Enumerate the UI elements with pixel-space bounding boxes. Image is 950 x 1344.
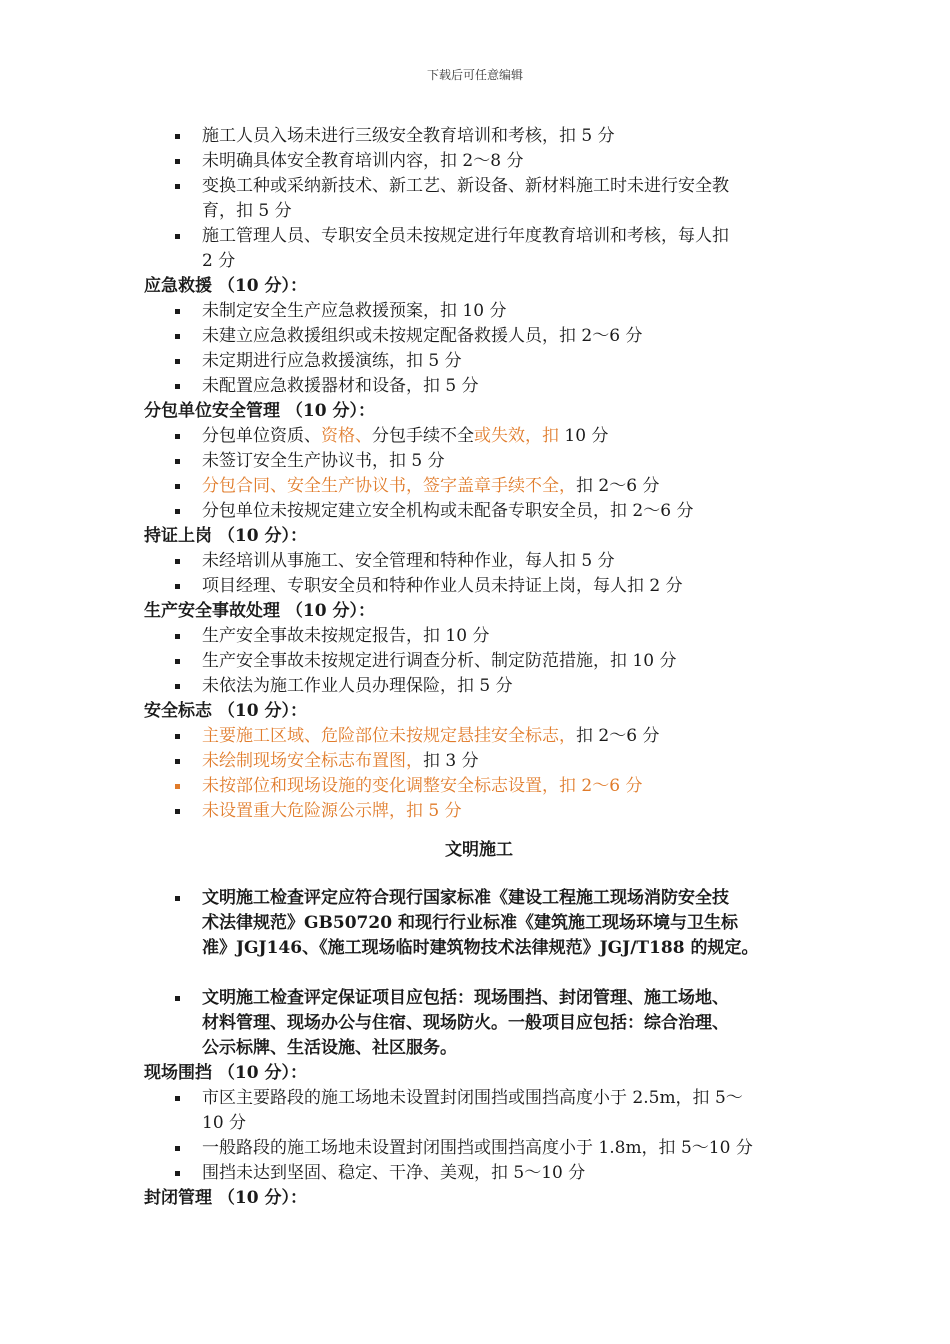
bold-list-item-continuation [144,936,814,961]
list-item [144,299,814,324]
text-segment: 一般路段的施工场地未设置封闭围挡或围挡高度小于 1.8m，扣 5～10 分 [202,1138,753,1158]
list-item [144,1086,814,1111]
list-item [144,724,814,749]
list-item-continuation [144,199,814,224]
page-header: 下载后可任意编辑 [426,68,523,82]
text-segment: 扣 3 分 [423,751,479,771]
list-item [144,774,814,799]
text-segment: 分包单位安全管理 （10 分）： [144,401,375,421]
list-item [144,149,814,174]
section-heading [144,1061,814,1086]
text-segment: 施工人员入场未进行三级安全教育培训和考核，扣 5 分 [202,126,615,146]
text-segment: 施工管理人员、专职安全员未按规定进行年度教育培训和考核，每人扣 [202,226,729,246]
list-item [144,1161,814,1186]
list-item [144,474,814,499]
text-segment: 安全标志 （10 分）： [144,701,307,721]
section-heading [144,274,814,299]
text-segment: 现场围挡 （10 分）： [144,1063,307,1083]
text-segment: 文明施工检查评定保证项目应包括：现场围挡、封闭管理、施工场地、 [202,988,729,1008]
text-segment: 术法律规范》GB50720 和现行行业标准《建筑施工现场环境与卫生标 [202,913,738,933]
bold-list-item [144,886,814,911]
text-segment: 未定期进行应急救援演练，扣 5 分 [202,351,462,371]
text-segment: 未按部位和现场设施的变化调整安全标志设置，扣 2～6 分 [202,776,643,796]
list-item-continuation [144,1111,814,1136]
list-item [144,374,814,399]
text-segment: 文明施工检查评定应符合现行国家标准《建设工程施工现场消防安全技 [202,888,729,908]
text-segment: 未绘制现场安全标志布置图， [202,751,423,771]
text-segment: 分包手续不全 [372,426,474,446]
document-body [144,124,814,1211]
list-item [144,174,814,199]
list-item [144,574,814,599]
text-segment: 市区主要路段的施工场地未设置封闭围挡或围挡高度小于 2.5m，扣 5～ [202,1088,743,1108]
list-item [144,324,814,349]
section-heading [144,524,814,549]
text-segment: 生产安全事故处理 （10 分）： [144,601,375,621]
text-segment: 育，扣 5 分 [202,201,292,221]
text-segment: 资格、 [321,426,372,446]
list-item [144,449,814,474]
text-segment: 未经培训从事施工、安全管理和特种作业，每人扣 5 分 [202,551,615,571]
text-segment: 未依法为施工作业人员办理保险，扣 5 分 [202,676,513,696]
section-heading [144,399,814,424]
bold-list-item [144,986,814,1011]
text-segment: 持证上岗 （10 分）： [144,526,307,546]
list-item [144,1136,814,1161]
text-segment: 公示标牌、生活设施、社区服务。 [202,1038,457,1058]
spacer [144,961,814,986]
list-item [144,549,814,574]
list-item-continuation [144,249,814,274]
text-segment: 未建立应急救援组织或未按规定配备救援人员，扣 2～6 分 [202,326,643,346]
bold-list-item-continuation [144,1011,814,1036]
text-segment: 2 分 [202,251,236,271]
list-item [144,224,814,249]
text-segment: 未设置重大危险源公示牌，扣 5 分 [202,801,462,821]
text-segment: 扣 2～6 分 [576,726,660,746]
section-heading [144,1186,814,1211]
list-item [144,624,814,649]
text-segment: 10 分 [559,426,609,446]
list-item [144,799,814,824]
bold-list-item-continuation [144,911,814,936]
text-segment: 扣 2～6 分 [576,476,660,496]
text-segment: 未明确具体安全教育培训内容，扣 2～8 分 [202,151,524,171]
text-segment: 材料管理、现场办公与住宿、现场防火。一般项目应包括：综合治理、 [202,1013,729,1033]
list-item [144,124,814,149]
text-segment: 10 分 [202,1113,247,1133]
text-segment: 围挡未达到坚固、稳定、干净、美观，扣 5～10 分 [202,1163,586,1183]
section-heading [144,699,814,724]
text-segment: 分包单位资质、 [202,426,321,446]
section-heading [144,599,814,624]
text-segment: 未签订安全生产协议书，扣 5 分 [202,451,445,471]
text-segment: 或失效，扣 [474,426,559,446]
list-item [144,499,814,524]
text-segment: 生产安全事故未按规定报告，扣 10 分 [202,626,490,646]
list-item [144,674,814,699]
text-segment: 准》JGJ146、《施工现场临时建筑物技术法律规范》JGJ/T188 的规定。 [202,938,759,958]
text-segment: 主要施工区域、危险部位未按规定悬挂安全标志， [202,726,576,746]
text-segment: 生产安全事故未按规定进行调查分析、制定防范措施，扣 10 分 [202,651,677,671]
list-item [144,749,814,774]
bold-list-item-continuation [144,1036,814,1061]
list-item [144,349,814,374]
list-item [144,649,814,674]
list-item [144,424,814,449]
text-segment: 分包合同、安全生产协议书，签字盖章手续不全， [202,476,576,496]
text-segment: 分包单位未按规定建立安全机构或未配备专职安全员，扣 2～6 分 [202,501,694,521]
text-segment: 变换工种或采纳新技术、新工艺、新设备、新材料施工时未进行安全教 [202,176,729,196]
text-segment: 未配置应急救援器材和设备，扣 5 分 [202,376,479,396]
text-segment: 项目经理、专职安全员和特种作业人员未持证上岗，每人扣 2 分 [202,576,683,596]
text-segment: 封闭管理 （10 分）： [144,1188,307,1208]
text-segment: 未制定安全生产应急救援预案，扣 10 分 [202,301,507,321]
text-segment: 文明施工 [445,840,513,860]
section-title [144,838,814,863]
text-segment: 应急救援 （10 分）： [144,276,307,296]
